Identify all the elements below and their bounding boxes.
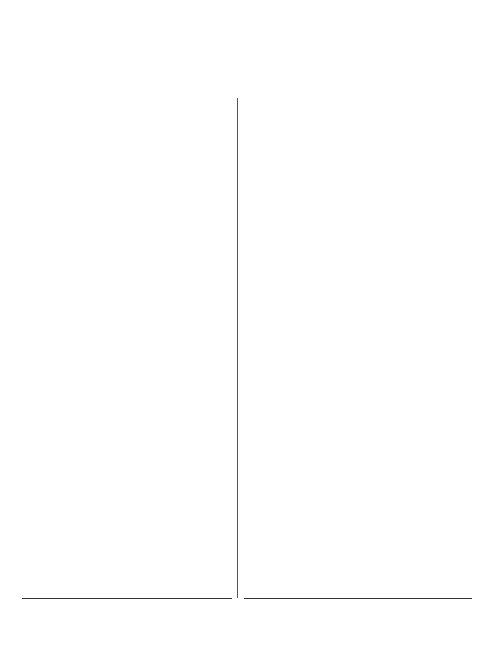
verse-line	[22, 416, 250, 435]
footnote-rule	[244, 598, 472, 599]
verse-line	[244, 155, 472, 174]
verse-line	[244, 535, 472, 554]
verse-line	[244, 231, 472, 250]
verse-line	[244, 98, 472, 117]
verse-line	[22, 321, 250, 340]
verse-line	[244, 136, 472, 155]
footnote	[244, 615, 464, 626]
verse-line	[22, 511, 250, 530]
verse-line	[244, 212, 472, 231]
verse-line	[22, 207, 250, 226]
verse-line	[22, 568, 250, 587]
verse-line	[22, 549, 250, 568]
verse-line	[22, 473, 250, 492]
verse-line	[244, 516, 472, 535]
verse-line	[244, 440, 472, 459]
verse-line	[22, 530, 250, 549]
right-footnotes	[244, 604, 464, 637]
verse-line	[22, 340, 250, 359]
verse-line	[244, 364, 472, 383]
left-footnotes	[22, 604, 242, 648]
footnote-rule	[22, 598, 232, 599]
verse-line	[244, 326, 472, 345]
footnote	[22, 615, 242, 626]
verse-line	[244, 421, 472, 440]
verse-line	[22, 98, 250, 117]
right-column	[244, 98, 472, 668]
verse-line	[22, 117, 250, 136]
footnote	[244, 604, 464, 615]
verse-line	[244, 649, 472, 668]
verse-line	[244, 269, 472, 288]
verse-line	[244, 288, 472, 307]
verse-line	[22, 245, 250, 264]
verse-line	[244, 402, 472, 421]
footnote	[22, 637, 242, 648]
verse-line	[22, 283, 250, 302]
verse-line	[244, 383, 472, 402]
verse-line	[22, 264, 250, 283]
verse-line	[244, 307, 472, 326]
left-column	[22, 98, 250, 663]
verse-line	[22, 454, 250, 473]
verse-line	[244, 193, 472, 212]
page-title	[150, 52, 350, 86]
verse-line	[22, 359, 250, 378]
verse-line	[244, 478, 472, 497]
verse-line	[22, 136, 250, 155]
verse-line	[22, 378, 250, 397]
verse-line	[244, 117, 472, 136]
verse-line	[244, 459, 472, 478]
verse-line	[244, 497, 472, 516]
verse-line	[22, 397, 250, 416]
verse-line	[244, 554, 472, 573]
footnote	[244, 626, 464, 637]
verse-line	[244, 345, 472, 364]
section-heading	[22, 188, 250, 207]
verse-line	[244, 174, 472, 193]
verse-line	[22, 226, 250, 245]
verse-line	[244, 573, 472, 592]
footnote	[22, 626, 242, 637]
verse-line	[22, 155, 250, 174]
verse-line	[244, 250, 472, 269]
footnote	[22, 604, 242, 615]
verse-line	[22, 435, 250, 454]
verse-line	[22, 492, 250, 511]
verse-line	[22, 302, 250, 321]
